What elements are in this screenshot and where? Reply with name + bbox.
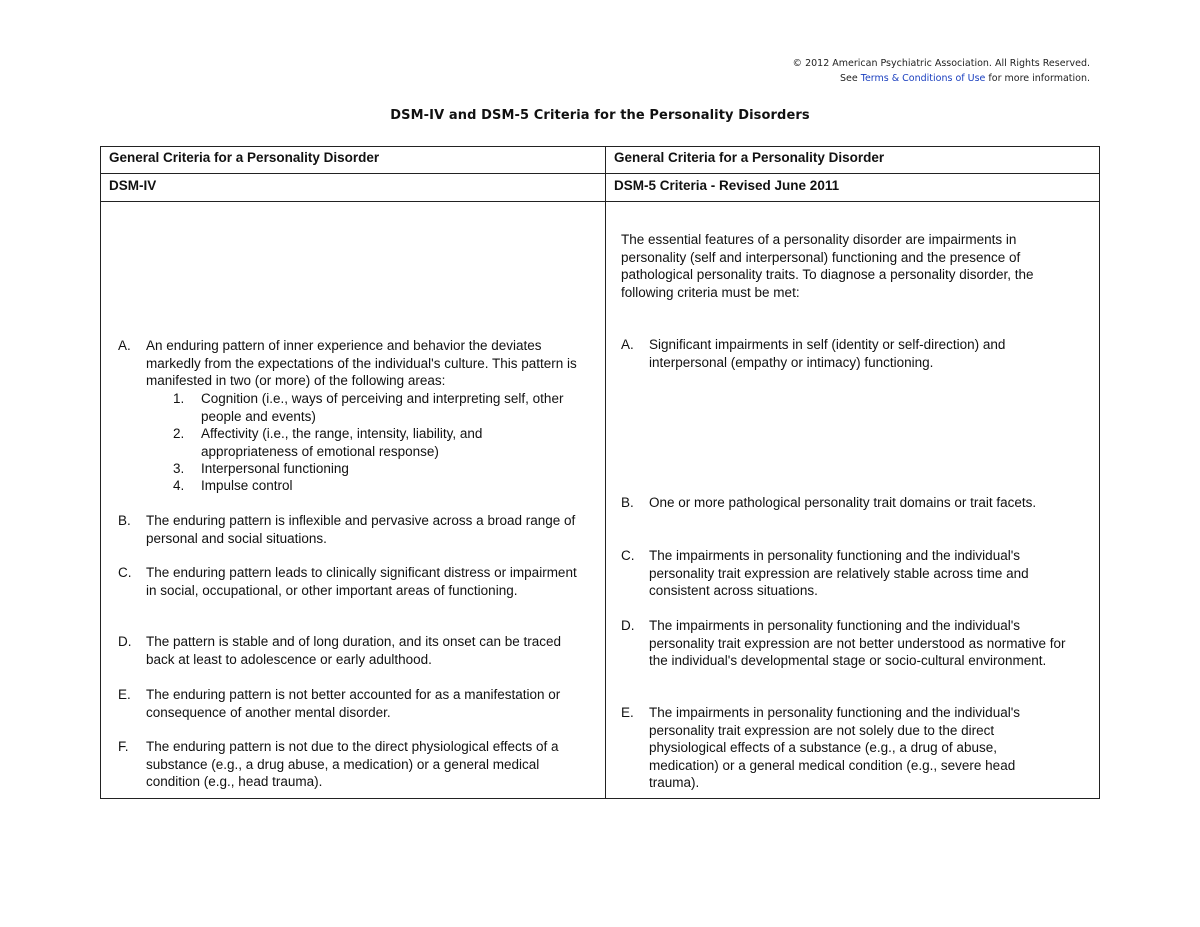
subitem-number: 4.	[173, 478, 185, 493]
row-divider-1	[101, 173, 1099, 174]
criterion-text: The impairments in personality functioning and the individual's personality trait expression are not solely due to the direct physiological effects of a substance (e.g., a drug of abuse, medication) or a general medical condition (e.g., severe head trauma).	[649, 705, 1021, 791]
copyright-notice	[793, 56, 1090, 86]
criterion-letter: E.	[118, 687, 131, 702]
criterion-text: One or more pathological personality trait domains or trait facets.	[649, 495, 1037, 510]
terms-line	[793, 71, 1090, 86]
criterion-letter: B.	[118, 513, 131, 528]
criterion-letter: B.	[621, 495, 634, 510]
criterion-text: The impairments in personality functioning and the individual's personality trait expression are not better understood as normative for the individual's developmental stage or socio-cultural environment.	[649, 618, 1066, 669]
column-divider	[605, 147, 606, 798]
criterion-text: Significant impairments in self (identity or self-direction) and interpersonal (empathy or intimacy) functioning.	[649, 337, 1006, 370]
criterion-text: An enduring pattern of inner experience and behavior the deviates markedly from the expectations of the individual's culture. This pattern is manifested in two (or more) of the following areas:	[146, 338, 577, 389]
criterion-letter: A.	[118, 338, 131, 353]
criterion-text: The pattern is stable and of long duration, and its onset can be traced back at least to adolescence or early adulthood.	[146, 634, 562, 667]
criterion-text: The enduring pattern is inflexible and pervasive across a broad range of personal and social situations.	[146, 513, 576, 546]
criterion-text: The impairments in personality functioning and the individual's personality trait expression are relatively stable across time and consistent across situations.	[649, 548, 1029, 599]
subitem-text: Interpersonal functioning	[201, 461, 349, 476]
terms-link[interactable]: Terms & Conditions of Use	[860, 73, 986, 84]
criterion-letter: D.	[118, 634, 132, 649]
subitem-number: 3.	[173, 461, 185, 476]
row-divider-2	[101, 201, 1099, 202]
copyright-line: © 2012 American Psychiatric Association. All Rights Reserved.	[792, 58, 1090, 69]
subitem-text: Cognition (i.e., ways of perceiving and interpreting self, other people and events)	[201, 391, 564, 424]
criterion-letter: C.	[118, 565, 132, 580]
criterion-text: The enduring pattern is not due to the direct physiological effects of a substance (e.g., a drug abuse, a medication) or a general medical condition (e.g., head trauma).	[146, 739, 559, 790]
subitem-number: 2.	[173, 426, 185, 441]
criterion-letter: C.	[621, 548, 635, 563]
criterion-letter: D.	[621, 618, 635, 633]
criterion-text: The enduring pattern is not better accounted for as a manifestation or consequence of another mental disorder.	[146, 687, 561, 720]
subitem-text: Impulse control	[201, 478, 293, 493]
criterion-text: The enduring pattern leads to clinically significant distress or impairment in social, occupational, or other important areas of functioning.	[146, 565, 577, 598]
criterion-letter: E.	[621, 705, 634, 720]
left-heading: General Criteria for a Personality Disorder	[109, 150, 380, 165]
subitem-text: Affectivity (i.e., the range, intensity, liability, and appropriateness of emotional response)	[201, 426, 483, 459]
right-subheading: DSM-5 Criteria - Revised June 2011	[614, 178, 840, 193]
criterion-letter: A.	[621, 337, 634, 352]
document-title: DSM-IV and DSM-5 Criteria for the Personality Disorders	[390, 108, 810, 123]
see-prefix: See	[840, 73, 861, 84]
right-heading: General Criteria for a Personality Disorder	[614, 150, 885, 165]
subitem-number: 1.	[173, 391, 185, 406]
dsm5-intro: The essential features of a personality disorder are impairments in personality (self and interpersonal) functioning and the presence of pathological personality traits. To diagnose a personality disorder, the following criteria must be met:	[621, 232, 1034, 300]
criteria-table	[100, 146, 1100, 799]
criterion-letter: F.	[118, 739, 129, 754]
see-suffix: for more information.	[985, 73, 1090, 84]
left-subheading: DSM-IV	[109, 178, 157, 193]
